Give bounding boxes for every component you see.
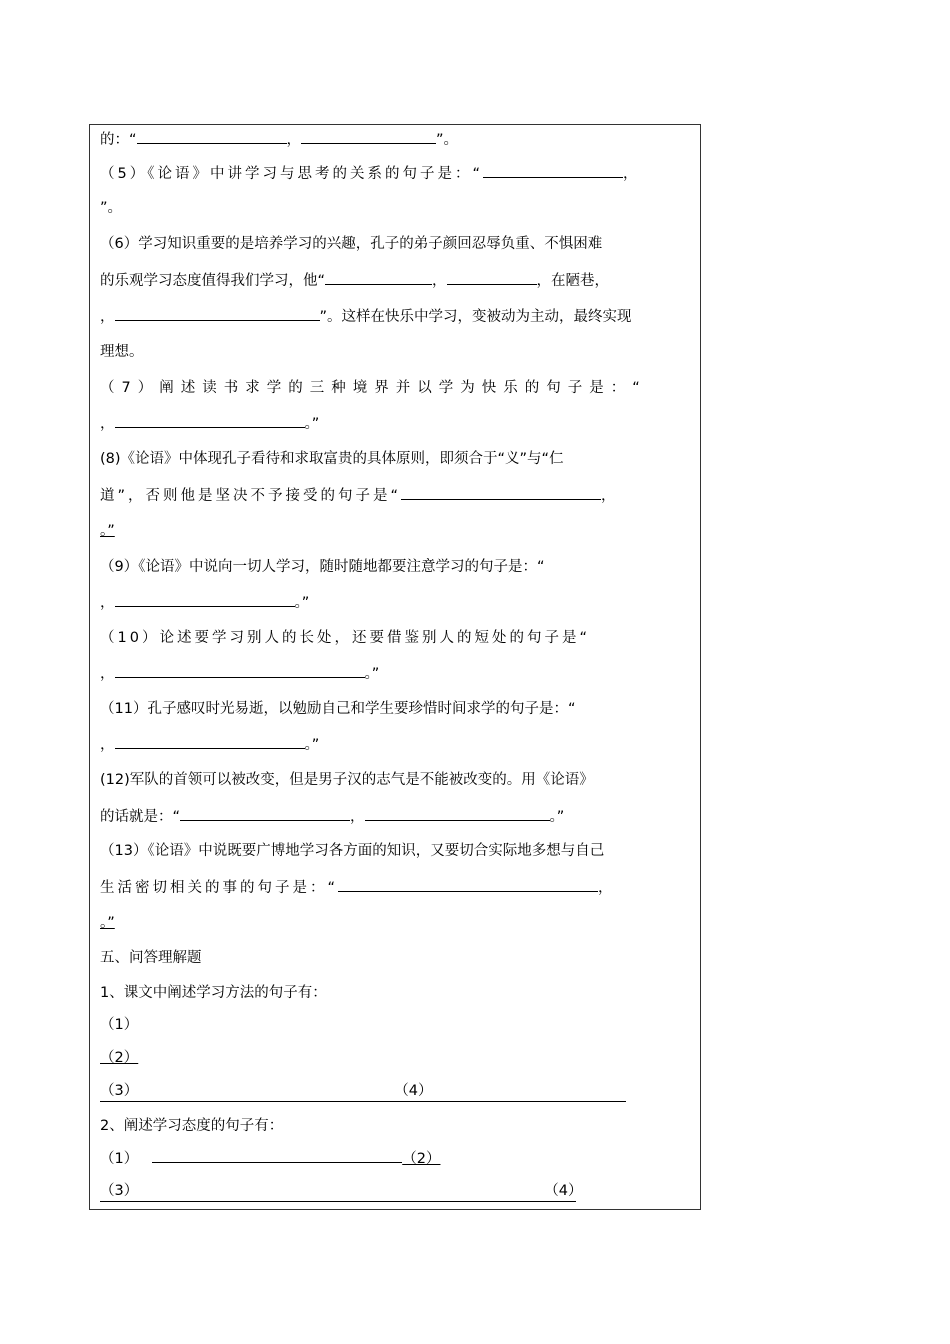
question-11: （11）孔子感叹时光易逝，以勉励自己和学生要珍惜时间求学的句子是：“ (100, 701, 576, 717)
blank-input[interactable] (137, 129, 287, 144)
blank-input[interactable] (180, 806, 350, 821)
question-13-tail: 。” (100, 915, 115, 931)
blank-input[interactable] (115, 413, 305, 428)
blank-input[interactable] (115, 592, 295, 607)
blank-input[interactable] (115, 663, 365, 678)
blank-input[interactable] (301, 129, 436, 144)
blank-input[interactable] (483, 163, 623, 178)
question-7-line2: ， 。” (100, 413, 319, 434)
question-11-line2: ， 。” (100, 734, 319, 755)
question-8: (8)《论语》中体现孔子看待和求取富贵的具体原则，即须合于“义”与“仁 (100, 451, 564, 467)
blank-input[interactable] (365, 806, 550, 821)
question-13: （13）《论语》中说既要广博地学习各方面的知识，又要切合实际地多想与自己 (100, 843, 605, 859)
question-6-line4: 理想。 (100, 344, 144, 360)
blank-input[interactable] (401, 485, 601, 500)
blank-input[interactable] (338, 877, 598, 892)
question-8-line2: 道”，否则他是坚决不予接受的句子是“ ， (100, 485, 619, 506)
question-7: （7）阐述读书求学的三种境界并以学为快乐的句子是：“ (100, 380, 647, 396)
question-5: （5）《论语》中讲学习与思考的关系的句子是：“ ， (100, 163, 641, 184)
section-5-question-1: 1、课文中阐述学习方法的句子有： (100, 985, 327, 1001)
question-12: (12)军队的首领可以被改变，但是男子汉的志气是不能被改变的。用《论语》 (100, 772, 594, 788)
question-10-line2: ， 。” (100, 663, 379, 684)
question-8-tail: 。” (100, 523, 115, 539)
section-5-title: 五、问答理解题 (100, 950, 202, 966)
question-9: （9）《论语》中说向一切人学习，随时随地都要注意学习的句子是：“ (100, 559, 545, 575)
question-10: （10）论述要学习别人的长处，还要借鉴别人的短处的句子是“ (100, 630, 590, 646)
blank-input[interactable] (325, 270, 432, 285)
blank-input[interactable] (115, 734, 305, 749)
question-13-line2: 生活密切相关的事的句子是：“ ， (100, 877, 616, 898)
question-5-tail: ”。 (100, 200, 123, 216)
section-5-q2-items-1-2: （1） （2） (100, 1148, 440, 1169)
question-9-line2: ， 。” (100, 592, 309, 613)
section-5-q1-item-1: （1） (100, 1017, 139, 1033)
section-5-q1-item-2: （2） (100, 1050, 139, 1066)
section-5-question-2: 2、阐述学习态度的句子有： (100, 1118, 284, 1134)
line-4-tail: 的：“ ， ”。 (100, 129, 458, 150)
question-6-line2: 的乐观学习态度值得我们学习，他“ ， ，在陋巷， (100, 270, 609, 291)
blank-input[interactable] (447, 270, 537, 285)
blank-input[interactable] (152, 1148, 402, 1163)
question-6-line3: ， ”。这样在快乐中学习，变被动为主动，最终实现 (100, 306, 632, 327)
question-12-line2: 的话就是：“ ， 。” (100, 806, 564, 827)
section-5-q1-items-3-4[interactable]: （3） （4） (100, 1081, 626, 1102)
blank-input[interactable] (115, 306, 320, 321)
section-5-q2-items-3-4[interactable]: （3） （4） (100, 1181, 576, 1202)
question-6: （6）学习知识重要的是培养学习的兴趣，孔子的弟子颜回忍辱负重、不惧困难 (100, 236, 603, 252)
